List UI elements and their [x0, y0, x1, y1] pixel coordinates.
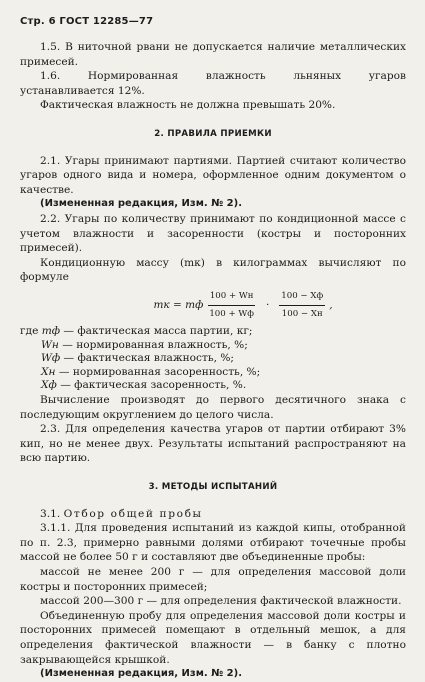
moisture-fraction — [207, 289, 256, 321]
conditional-mass-formula — [80, 289, 406, 321]
legend-item: Wн — нормированная влажность, %; — [41, 338, 248, 351]
section-2-title: 2. ПРАВИЛА ПРИЕМКИ — [154, 128, 272, 139]
legend-item: Xф — фактическая засоренность, %. — [41, 379, 247, 392]
clause-1-5: 1.5. В ниточной рвани не допускается наличие металлических примесей. — [20, 41, 406, 68]
clause-3-1-1-sample-b: массой 200—300 г — для определения фактической влажности. — [40, 595, 402, 608]
legend-item: Wф — фактическая влажность, %; — [41, 352, 234, 365]
clause-2-2-formula-intro: Кондиционную массу (mк) в килограммах вычисляют по формуле — [20, 256, 406, 284]
clause-1-6: 1.6. Нормированная влажность льняных угаров устанавливается 12%. — [20, 70, 406, 97]
clause-2-2: 2.2. Угары по количеству принимают по кондиционной массе с учетом влажности и засоренности (костры и посторонних примесей). — [20, 212, 406, 255]
amendment-note-1: (Измененная редакция, Изм. № 2). — [40, 198, 243, 210]
clause-3-1-title: Отбор общей пробы — [63, 507, 203, 520]
clause-3-1-heading: 3.1. Отбор общей пробы — [40, 507, 203, 520]
formula-lhs: mк = mф — [153, 298, 204, 311]
multiply-sign: · — [265, 298, 270, 311]
moisture-fraction-numerator: 100 + Wн — [208, 289, 256, 306]
rounding-rule: Вычисление производят до первого десятичного знака с последующим округлением до целого числа. — [20, 394, 406, 421]
impurity-fraction — [279, 289, 325, 321]
clause-3-1-1-sample-a: массой не менее 200 г — для определения массовой доли костры и посторонних примесей; — [20, 566, 406, 593]
impurity-fraction-denominator: 100 − Xн — [281, 308, 323, 319]
moisture-fraction-denominator: 100 + Wф — [209, 308, 254, 319]
legend-item: где mф — фактическая масса партии, кг; — [20, 325, 253, 338]
section-3-title: 3. МЕТОДЫ ИСПЫТАНИЙ — [148, 482, 278, 493]
document-body — [20, 40, 406, 682]
clause-2-1: 2.1. Угары принимают партиями. Партией считают количество угаров одного вида и номера, оформленное одним документом о качестве. — [20, 154, 406, 196]
formula-end: , — [329, 298, 333, 311]
clause-3-1-1: 3.1.1. Для проведения испытаний из каждой кипы, отобранной по п. 2.3, примерно равными долями отбирают точечные пробы массой не более 50 г и составляют две объединенные пробы: — [20, 522, 406, 564]
clause-2-3: 2.3. Для определения качества угаров от партии отбирают 3% кип, но не менее двух. Результаты испытаний распространяют на всю партию. — [20, 423, 406, 465]
clause-3-1-1-packaging: Объединенную пробу для определения массовой доли костры и посторонних примесей помещают в отдельный мешок, а для определения фактической влажности — в банку с плотно закрывающейся крышкой. — [20, 609, 406, 666]
clause-1-6-moisture-limit: Фактическая влажность не должна превышать 20%. — [40, 99, 336, 112]
page-header: Стр. 6 ГОСТ 12285—77 — [20, 16, 154, 27]
legend-item: Xн — нормированная засоренность, %; — [41, 365, 261, 378]
amendment-note-2: (Измененная редакция, Изм. № 2). — [40, 668, 243, 680]
impurity-fraction-numerator: 100 − Xф — [279, 289, 325, 306]
